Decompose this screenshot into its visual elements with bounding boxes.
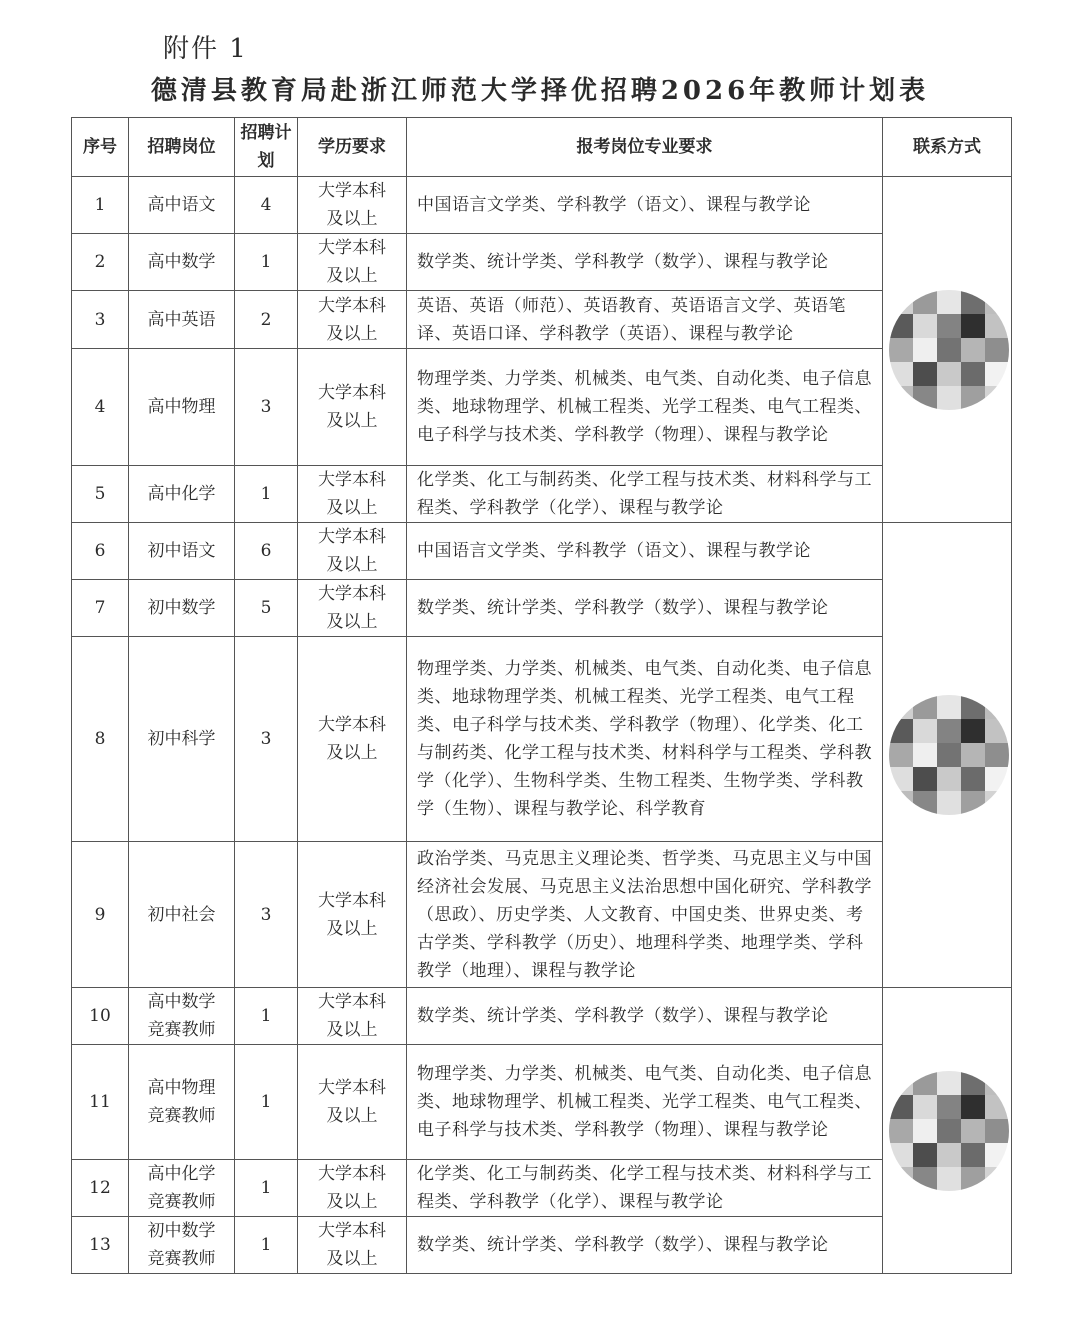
cell-contact-redacted (883, 523, 1012, 988)
table-row (72, 177, 1012, 234)
cell-education: 大学本科及以上 (298, 177, 407, 234)
table-row (72, 466, 1012, 523)
table-row (72, 523, 1012, 580)
attachment-label: 附件 1 (163, 34, 248, 64)
cell-plan: 3 (235, 842, 298, 988)
cell-post: 初中科学 (129, 637, 235, 842)
cell-seq: 6 (72, 523, 129, 580)
pixelated-redaction (889, 1071, 1009, 1191)
header-seq: 序号 (72, 118, 129, 177)
table-row (72, 1045, 1012, 1160)
table-row (72, 842, 1012, 988)
cell-seq: 3 (72, 291, 129, 349)
table-row (72, 1160, 1012, 1217)
table-row (72, 234, 1012, 291)
cell-plan: 5 (235, 580, 298, 637)
header-plan: 招聘计划 (235, 118, 298, 177)
cell-education: 大学本科及以上 (298, 988, 407, 1045)
cell-post: 初中数学 (129, 580, 235, 637)
cell-education: 大学本科及以上 (298, 291, 407, 349)
table-header-row (72, 118, 1012, 177)
table-row (72, 637, 1012, 842)
table-row (72, 349, 1012, 466)
cell-plan: 4 (235, 177, 298, 234)
cell-post: 高中化学竞赛教师 (129, 1160, 235, 1217)
cell-major: 数学类、统计学类、学科教学（数学）、课程与教学论 (407, 1217, 883, 1274)
cell-contact-redacted (883, 988, 1012, 1274)
cell-education: 大学本科及以上 (298, 842, 407, 988)
table-row (72, 988, 1012, 1045)
table-row (72, 580, 1012, 637)
cell-education: 大学本科及以上 (298, 1217, 407, 1274)
cell-education: 大学本科及以上 (298, 1160, 407, 1217)
cell-post: 初中语文 (129, 523, 235, 580)
cell-seq: 7 (72, 580, 129, 637)
cell-plan: 3 (235, 349, 298, 466)
cell-seq: 8 (72, 637, 129, 842)
header-education: 学历要求 (298, 118, 407, 177)
cell-plan: 1 (235, 466, 298, 523)
table-row (72, 1217, 1012, 1274)
cell-education: 大学本科及以上 (298, 523, 407, 580)
cell-education: 大学本科及以上 (298, 580, 407, 637)
cell-seq: 9 (72, 842, 129, 988)
cell-major: 政治学类、马克思主义理论类、哲学类、马克思主义与中国经济社会发展、马克思主义法治思想中国化研究、学科教学（思政）、历史学类、人文教育、中国史类、世界史类、考古学类、学科教学（历史）、地理科学类、地理学类、学科教学（地理）、课程与教学论 (407, 842, 883, 988)
cell-seq: 10 (72, 988, 129, 1045)
cell-post: 高中化学 (129, 466, 235, 523)
cell-education: 大学本科及以上 (298, 1045, 407, 1160)
cell-major: 物理学类、力学类、机械类、电气类、自动化类、电子信息类、地球物理学类、机械工程类、光学工程类、电气工程类、电子科学与技术类、学科教学（物理）、化学类、化工与制药类、化学工程与技术类、材料科学与工程类、学科教学（化学）、生物科学类、生物工程类、生物学类、学科教学（生物）、课程与教学论、科学教育 (407, 637, 883, 842)
pixelated-redaction (889, 290, 1009, 410)
cell-major: 中国语言文学类、学科教学（语文）、课程与教学论 (407, 177, 883, 234)
cell-major: 数学类、统计学类、学科教学（数学）、课程与教学论 (407, 988, 883, 1045)
cell-major: 化学类、化工与制药类、化学工程与技术类、材料科学与工程类、学科教学（化学）、课程与教学论 (407, 1160, 883, 1217)
cell-post: 高中物理 (129, 349, 235, 466)
cell-post: 高中数学 (129, 234, 235, 291)
cell-plan: 1 (235, 1160, 298, 1217)
cell-plan: 2 (235, 291, 298, 349)
header-post: 招聘岗位 (129, 118, 235, 177)
cell-post: 高中数学竞赛教师 (129, 988, 235, 1045)
header-major: 报考岗位专业要求 (407, 118, 883, 177)
cell-plan: 1 (235, 1217, 298, 1274)
cell-major: 英语、英语（师范）、英语教育、英语语言文学、英语笔译、英语口译、学科教学（英语）、课程与教学论 (407, 291, 883, 349)
cell-major: 化学类、化工与制药类、化学工程与技术类、材料科学与工程类、学科教学（化学）、课程与教学论 (407, 466, 883, 523)
cell-education: 大学本科及以上 (298, 466, 407, 523)
cell-contact-redacted (883, 177, 1012, 523)
cell-major: 数学类、统计学类、学科教学（数学）、课程与教学论 (407, 234, 883, 291)
cell-major: 中国语言文学类、学科教学（语文）、课程与教学论 (407, 523, 883, 580)
cell-post: 高中语文 (129, 177, 235, 234)
cell-seq: 1 (72, 177, 129, 234)
cell-major: 物理学类、力学类、机械类、电气类、自动化类、电子信息类、地球物理学、机械工程类、光学工程类、电气工程类、电子科学与技术类、学科教学（物理）、课程与教学论 (407, 349, 883, 466)
cell-major: 数学类、统计学类、学科教学（数学）、课程与教学论 (407, 580, 883, 637)
cell-education: 大学本科及以上 (298, 234, 407, 291)
cell-education: 大学本科及以上 (298, 349, 407, 466)
cell-post: 高中物理竞赛教师 (129, 1045, 235, 1160)
cell-education: 大学本科及以上 (298, 637, 407, 842)
pixelated-redaction (889, 695, 1009, 815)
cell-plan: 1 (235, 234, 298, 291)
cell-plan: 6 (235, 523, 298, 580)
header-contact: 联系方式 (883, 118, 1012, 177)
cell-post: 高中英语 (129, 291, 235, 349)
cell-major: 物理学类、力学类、机械类、电气类、自动化类、电子信息类、地球物理学、机械工程类、光学工程类、电气工程类、电子科学与技术类、学科教学（物理）、课程与教学论 (407, 1045, 883, 1160)
page-title: 德清县教育局赴浙江师范大学择优招聘2026年教师计划表 (150, 76, 930, 106)
cell-seq: 13 (72, 1217, 129, 1274)
recruitment-table (71, 117, 1012, 1274)
cell-plan: 3 (235, 637, 298, 842)
cell-seq: 2 (72, 234, 129, 291)
cell-plan: 1 (235, 1045, 298, 1160)
cell-post: 初中社会 (129, 842, 235, 988)
cell-plan: 1 (235, 988, 298, 1045)
cell-seq: 12 (72, 1160, 129, 1217)
cell-seq: 5 (72, 466, 129, 523)
cell-seq: 4 (72, 349, 129, 466)
cell-seq: 11 (72, 1045, 129, 1160)
cell-post: 初中数学竞赛教师 (129, 1217, 235, 1274)
table-row (72, 291, 1012, 349)
